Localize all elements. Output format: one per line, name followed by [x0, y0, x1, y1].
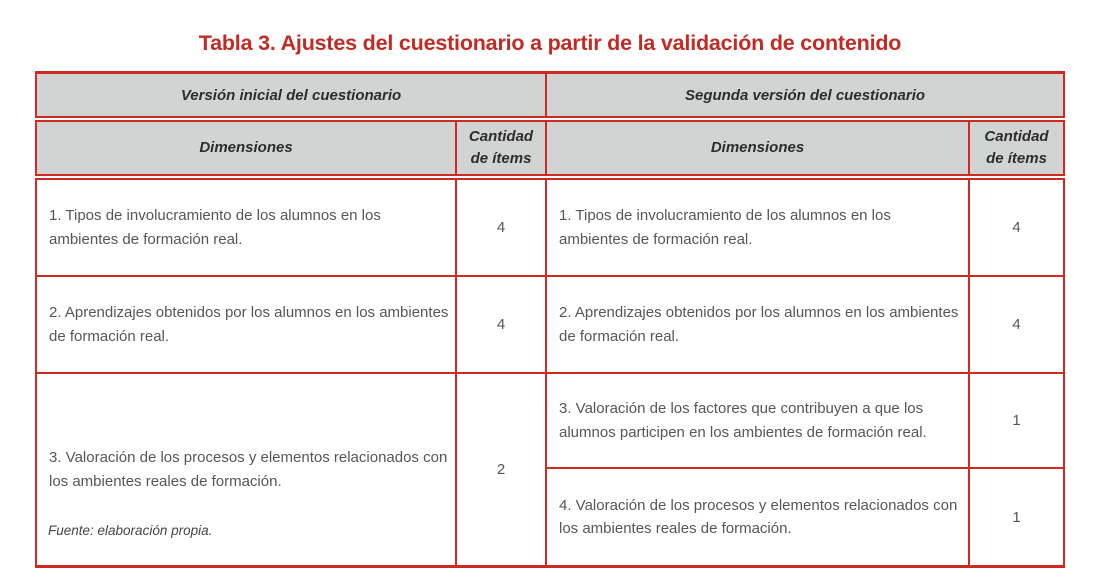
dimension-cell: 1. Tipos de involucramiento de los alumnos en los ambientes de formación real.: [36, 177, 456, 276]
items-count-cell: 1: [969, 373, 1064, 468]
group-header-row: [36, 73, 1064, 120]
group-header-initial-version: Versión inicial del cuestionario: [36, 73, 546, 120]
items-count-cell: 4: [456, 276, 546, 373]
table-row: [36, 373, 1064, 468]
dimension-cell: 3. Valoración de los factores que contribuyen a que los alumnos participen en los ambientes de formación real.: [546, 373, 969, 468]
table-row: [36, 276, 1064, 373]
items-count-cell: 4: [969, 276, 1064, 373]
items-count-cell: 4: [456, 177, 546, 276]
dimension-cell: 2. Aprendizajes obtenidos por los alumnos en los ambientes de formación real.: [546, 276, 969, 373]
questionnaire-adjustments-table: [35, 71, 1065, 568]
table-source-note: Fuente: elaboración propia.: [48, 523, 213, 538]
dimension-cell-merged: 3. Valoración de los procesos y elementos relacionados con los ambientes reales de formación.: [36, 373, 456, 567]
table-title: Tabla 3. Ajustes del cuestionario a partir de la validación de contenido: [198, 31, 902, 55]
group-header-second-version: Segunda versión del cuestionario: [546, 73, 1064, 120]
column-header-dimensions-second: Dimensiones: [546, 119, 969, 177]
dimension-cell: 4. Valoración de los procesos y elementos relacionados con los ambientes reales de formación.: [546, 468, 969, 567]
table-row: [36, 177, 1064, 276]
dimension-cell: 1. Tipos de involucramiento de los alumnos en los ambientes de formación real.: [546, 177, 969, 276]
dimension-cell: 2. Aprendizajes obtenidos por los alumnos en los ambientes de formación real.: [36, 276, 456, 373]
items-count-cell: 4: [969, 177, 1064, 276]
items-count-cell-merged: 2: [456, 373, 546, 567]
column-header-items-second: Cantidad de ítems: [969, 119, 1064, 177]
column-header-row: [36, 119, 1064, 177]
items-count-cell: 1: [969, 468, 1064, 567]
column-header-dimensions-initial: Dimensiones: [36, 119, 456, 177]
column-header-items-initial: Cantidad de ítems: [456, 119, 546, 177]
